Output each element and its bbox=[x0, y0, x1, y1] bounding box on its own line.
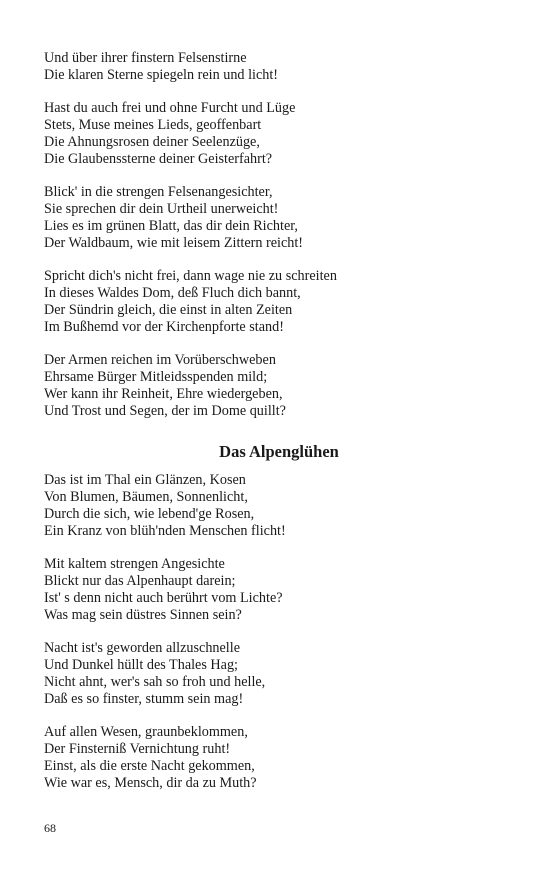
verse-line: Mit kaltem strengen Angesichte bbox=[44, 556, 225, 572]
verse-line: Ist' s denn nicht auch berührt vom Lichte? bbox=[44, 590, 283, 606]
stanza bbox=[44, 556, 514, 624]
verse-line: Die Glaubenssterne deiner Geisterfahrt? bbox=[44, 151, 273, 167]
verse-line: Der Finsterniß Vernichtung ruht! bbox=[44, 741, 231, 757]
verse-line: Ein Kranz von blüh'nden Menschen flicht! bbox=[44, 523, 286, 539]
page-number: 68 bbox=[44, 821, 56, 835]
verse-line: Hast du auch frei und ohne Furcht und Lüge bbox=[44, 100, 296, 116]
verse-line: Sie sprechen dir dein Urtheil unerweicht! bbox=[44, 201, 279, 217]
poem-title: Das Alpenglühen bbox=[219, 442, 339, 461]
page-text bbox=[44, 50, 514, 808]
verse-line: Durch die sich, wie lebend'ge Rosen, bbox=[44, 506, 255, 522]
verse-line: Wer kann ihr Reinheit, Ehre wiedergeben, bbox=[44, 386, 283, 402]
verse-line: Und Dunkel hüllt des Thales Hag; bbox=[44, 657, 238, 673]
verse-line: Wie war es, Mensch, dir da zu Muth? bbox=[44, 775, 257, 791]
verse-line: Von Blumen, Bäumen, Sonnenlicht, bbox=[44, 489, 248, 505]
stanza bbox=[44, 100, 514, 168]
verse-line: Lies es im grünen Blatt, das dir dein Richter, bbox=[44, 218, 298, 234]
verse-line: Im Bußhemd vor der Kirchenpforte stand! bbox=[44, 319, 284, 335]
verse-line: Spricht dich's nicht frei, dann wage nie zu schreiten bbox=[44, 268, 337, 284]
verse-line: Das ist im Thal ein Glänzen, Kosen bbox=[44, 472, 246, 488]
verse-line: Stets, Muse meines Lieds, geoffenbart bbox=[44, 117, 262, 133]
stanza bbox=[44, 184, 514, 252]
verse-line: Daß es so finster, stumm sein mag! bbox=[44, 691, 244, 707]
verse-line: Der Sündrin gleich, die einst in alten Zeiten bbox=[44, 302, 293, 318]
verse-line: Blick' in die strengen Felsenangesichter, bbox=[44, 184, 273, 200]
verse-line: Was mag sein düstres Sinnen sein? bbox=[44, 607, 242, 623]
verse-line: Und über ihrer finstern Felsenstirne bbox=[44, 50, 247, 66]
verse-line: Die Ahnungsrosen deiner Seelenzüge, bbox=[44, 134, 260, 150]
stanza bbox=[44, 640, 514, 708]
verse-line: Der Waldbaum, wie mit leisem Zittern reicht! bbox=[44, 235, 304, 251]
verse-line: In dieses Waldes Dom, deß Fluch dich bannt, bbox=[44, 285, 301, 301]
verse-line: Einst, als die erste Nacht gekommen, bbox=[44, 758, 255, 774]
verse-line: Die klaren Sterne spiegeln rein und licht! bbox=[44, 67, 279, 83]
verse-line: Der Armen reichen im Vorüberschweben bbox=[44, 352, 276, 368]
verse-line: Blickt nur das Alpenhaupt darein; bbox=[44, 573, 236, 589]
stanza bbox=[44, 352, 514, 420]
stanza bbox=[44, 724, 514, 792]
verse-line: Auf allen Wesen, graunbeklommen, bbox=[44, 724, 248, 740]
verse-line: Ehrsame Bürger Mitleidsspenden mild; bbox=[44, 369, 268, 385]
stanza bbox=[44, 268, 514, 336]
verse-line: Nicht ahnt, wer's sah so froh und helle, bbox=[44, 674, 266, 690]
stanza bbox=[44, 472, 514, 540]
verse-line: Nacht ist's geworden allzuschnelle bbox=[44, 640, 240, 656]
stanza bbox=[44, 50, 514, 84]
verse-line: Und Trost und Segen, der im Dome quillt? bbox=[44, 403, 286, 419]
